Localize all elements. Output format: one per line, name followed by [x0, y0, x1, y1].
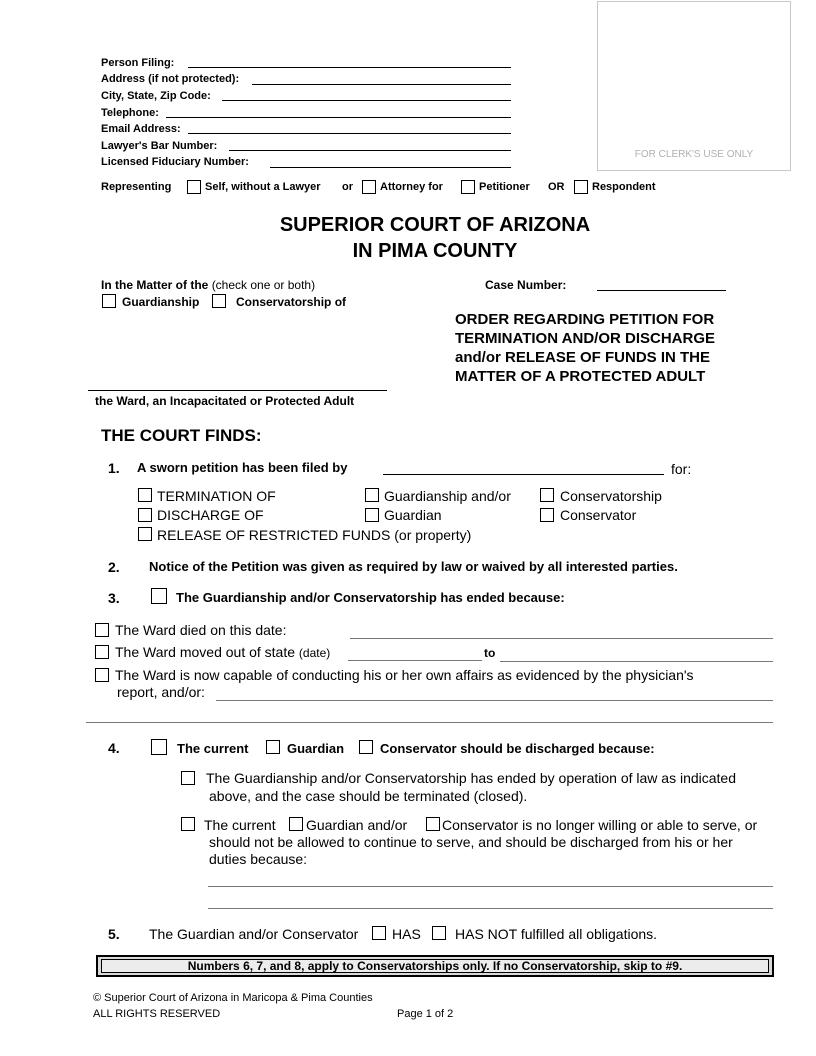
- self-label: Self, without a Lawyer: [205, 181, 321, 193]
- clerk-use-label: FOR CLERK'S USE ONLY: [634, 149, 754, 160]
- representing-label: Representing: [101, 181, 172, 193]
- item4-guardian-label: Guardian: [287, 741, 345, 756]
- conservatorship-banner-text: Numbers 6, 7, and 8, apply to Conservatorships only. If no Conservatorship, skip to #9.: [101, 959, 769, 973]
- respondent-checkbox[interactable]: [574, 180, 588, 194]
- ward-died-label: The Ward died on this date:: [115, 622, 287, 638]
- ward-capable-label: The Ward is now capable of conducting his or her own affairs as evidenced by the physician's: [115, 667, 694, 683]
- item4-the-current: The current: [177, 741, 249, 756]
- discharge-checkbox[interactable]: [138, 508, 152, 522]
- item1-for: for:: [671, 461, 692, 477]
- guardianship-label: Guardianship: [122, 295, 200, 309]
- item4-opt2-current: The current: [204, 817, 276, 833]
- discharge-label: DISCHARGE OF: [157, 507, 264, 523]
- ward-caption: the Ward, an Incapacitated or Protected Adult: [95, 394, 355, 408]
- release-label: RELEASE OF RESTRICTED FUNDS (or property): [157, 527, 472, 543]
- item4-conservator-label: Conservator should be discharged because:: [380, 741, 655, 756]
- clerk-use-box: [597, 1, 791, 171]
- item5-text: The Guardian and/or Conservator: [149, 926, 359, 942]
- item1-guardian-label: Guardian: [384, 507, 442, 523]
- attorney-checkbox[interactable]: [362, 180, 376, 194]
- ward-report-field[interactable]: [216, 700, 773, 701]
- matter-label-note: (check one or both): [211, 278, 316, 292]
- item4-conservator-checkbox[interactable]: [359, 740, 373, 754]
- item1-conservatorship-label: Conservatorship: [560, 488, 662, 504]
- ward-moved-to-field[interactable]: [500, 661, 773, 662]
- item4-opt1-line2: above, and the case should be terminated (closed).: [209, 788, 528, 804]
- item4-reason-field-1[interactable]: [208, 886, 773, 887]
- item4-opt2-line3: duties because:: [209, 851, 308, 867]
- order-title-line3: and/or RELEASE OF FUNDS IN THE: [455, 349, 711, 366]
- guardianship-checkbox[interactable]: [102, 294, 116, 308]
- or-label: or: [342, 181, 353, 193]
- attorney-label: Attorney for: [380, 181, 443, 193]
- item4-opt2-line2: should not be allowed to continue to serve, and should be discharged from his or her: [209, 834, 733, 850]
- item5-number: 5.: [108, 926, 120, 942]
- petitioner-label: Petitioner: [479, 181, 530, 193]
- ward-report-field-2[interactable]: [86, 722, 773, 723]
- or-label-2: OR: [548, 181, 565, 193]
- footer-copyright: © Superior Court of Arizona in Maricopa & Pima Counties: [93, 992, 373, 1004]
- fiduciary-field[interactable]: [270, 167, 511, 168]
- court-title-line2: IN PIMA COUNTY: [352, 240, 518, 262]
- release-checkbox[interactable]: [138, 527, 152, 541]
- petitioner-checkbox[interactable]: [461, 180, 475, 194]
- matter-label-bold: In the Matter of the: [101, 278, 209, 292]
- case-number-label: Case Number:: [485, 278, 567, 292]
- item2-text: Notice of the Petition was given as required by law or waived by all interested parties.: [149, 559, 678, 574]
- item1-conservatorship-checkbox[interactable]: [540, 488, 554, 502]
- person-filing-label: Person Filing:: [101, 57, 175, 69]
- ward-moved-date-note: (date): [298, 646, 331, 660]
- item4-number: 4.: [108, 740, 120, 756]
- item4-guardian-checkbox[interactable]: [266, 740, 280, 754]
- email-label: Email Address:: [101, 123, 181, 135]
- court-title-line1: SUPERIOR COURT OF ARIZONA: [279, 214, 591, 236]
- ward-died-date-field[interactable]: [350, 638, 773, 639]
- person-filing-field[interactable]: [188, 67, 511, 68]
- item4-opt2-guardian-label: Guardian and/or: [306, 817, 408, 833]
- item1-guardianship-label: Guardianship and/or: [384, 488, 511, 504]
- ward-report-label: report, and/or:: [117, 684, 205, 700]
- telephone-field[interactable]: [166, 117, 511, 118]
- order-title-line1: ORDER REGARDING PETITION FOR: [455, 311, 715, 328]
- item1-guardian-checkbox[interactable]: [365, 508, 379, 522]
- ward-moved-date-field[interactable]: [348, 660, 482, 661]
- address-label: Address (if not protected):: [101, 73, 240, 85]
- item4-opt1-checkbox[interactable]: [181, 771, 195, 785]
- ward-name-field[interactable]: [88, 390, 387, 391]
- bar-number-label: Lawyer's Bar Number:: [101, 140, 218, 152]
- item5-has-not-checkbox[interactable]: [432, 926, 446, 940]
- order-title-line2: TERMINATION AND/OR DISCHARGE: [455, 330, 715, 347]
- item4-reason-field-2[interactable]: [208, 908, 773, 909]
- item3-checkbox[interactable]: [151, 588, 167, 604]
- item4-checkbox[interactable]: [151, 739, 167, 755]
- item2-number: 2.: [108, 559, 120, 575]
- item4-opt2-conservator-label: Conservator is no longer willing or able to serve, or: [442, 817, 758, 833]
- conservatorship-label: Conservatorship of: [236, 295, 347, 309]
- termination-label: TERMINATION OF: [157, 488, 276, 504]
- item1-text: A sworn petition has been filed by: [137, 460, 348, 475]
- address-field[interactable]: [252, 84, 511, 85]
- respondent-label: Respondent: [592, 181, 656, 193]
- petitioner-name-field[interactable]: [383, 474, 664, 475]
- bar-number-field[interactable]: [229, 150, 511, 151]
- city-label: City, State, Zip Code:: [101, 90, 211, 102]
- item4-opt2-guardian-checkbox[interactable]: [289, 817, 303, 831]
- telephone-label: Telephone:: [101, 107, 159, 119]
- item3-text: The Guardianship and/or Conservatorship has ended because:: [176, 590, 565, 605]
- conservatorship-banner: [96, 955, 774, 977]
- item1-guardianship-checkbox[interactable]: [365, 488, 379, 502]
- item4-opt1-line1: The Guardianship and/or Conservatorship has ended by operation of law as indicated: [206, 770, 736, 786]
- ward-capable-checkbox[interactable]: [95, 668, 109, 682]
- findings-heading: THE COURT FINDS:: [101, 426, 262, 445]
- item5-has-label: HAS: [392, 926, 421, 942]
- ward-died-checkbox[interactable]: [95, 623, 109, 637]
- ward-moved-label: [115, 644, 330, 660]
- footer-page-number: Page 1 of 2: [397, 1008, 454, 1020]
- ward-moved-checkbox[interactable]: [95, 645, 109, 659]
- item1-conservator-checkbox[interactable]: [540, 508, 554, 522]
- case-number-field[interactable]: [597, 290, 726, 291]
- footer-rights: ALL RIGHTS RESERVED: [93, 1008, 221, 1020]
- fiduciary-label: Licensed Fiduciary Number:: [101, 156, 249, 168]
- item5-has-not-label: HAS NOT fulfilled all obligations.: [455, 926, 658, 942]
- item3-number: 3.: [108, 590, 120, 606]
- item1-conservator-label: Conservator: [560, 507, 637, 523]
- item4-opt2-checkbox[interactable]: [181, 817, 195, 831]
- item4-opt2-conservator-checkbox[interactable]: [426, 817, 440, 831]
- termination-checkbox[interactable]: [138, 488, 152, 502]
- order-title-line4: MATTER OF A PROTECTED ADULT: [455, 368, 706, 385]
- ward-moved-to-label: to: [484, 646, 496, 660]
- matter-label: [101, 278, 315, 292]
- ward-moved-text: The Ward moved out of state: [115, 644, 296, 660]
- item5-has-checkbox[interactable]: [372, 926, 386, 940]
- city-field[interactable]: [222, 100, 511, 101]
- email-field[interactable]: [188, 133, 511, 134]
- conservatorship-checkbox[interactable]: [212, 294, 226, 308]
- item1-number: 1.: [108, 460, 120, 476]
- self-checkbox[interactable]: [187, 180, 201, 194]
